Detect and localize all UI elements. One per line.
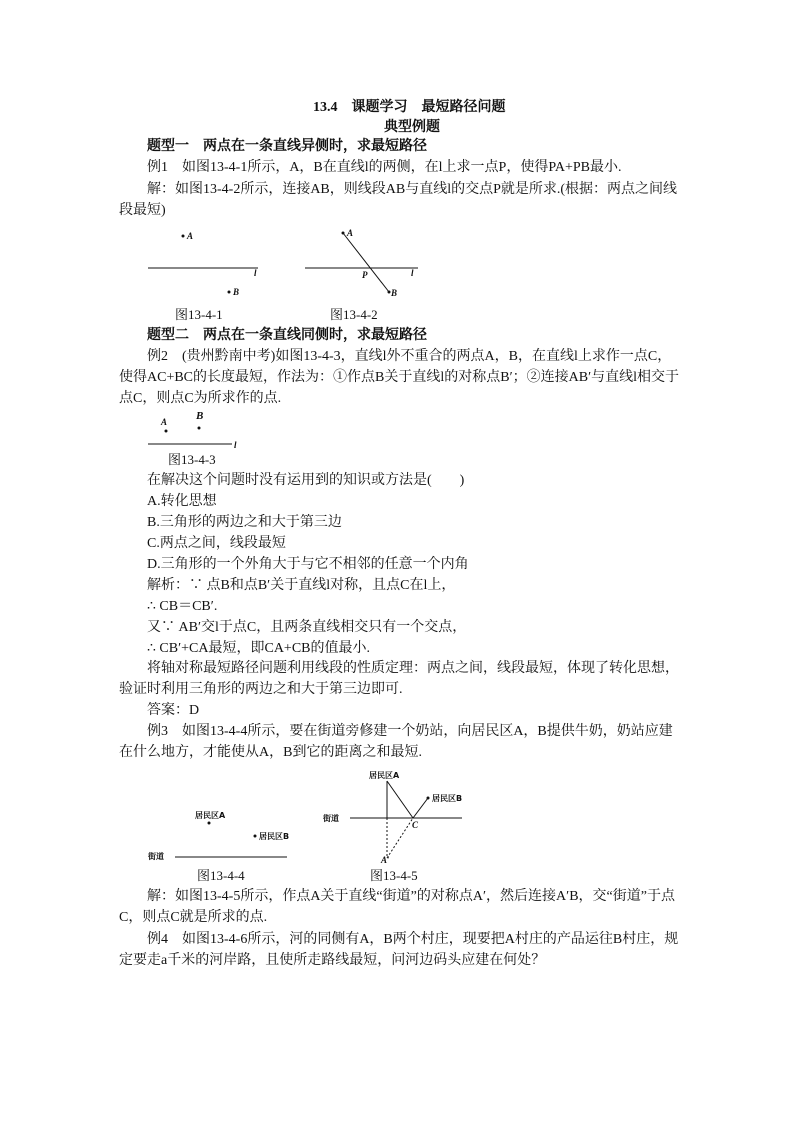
- example-1-text: 例1 如图13-4-1所示，A，B在直线l的两侧，在l上求一点P，使得PA+PB最小.: [147, 160, 622, 175]
- segment-ab: [343, 233, 389, 292]
- point-c-label: C: [412, 820, 419, 830]
- point-b: [228, 291, 231, 294]
- residential-a-point: [208, 822, 211, 825]
- example-4-text: 例4 如图13-4-6所示，河的同侧有A，B两个村庄，现要把A村庄的产品运往B村庄，规: [147, 932, 679, 947]
- residential-a-label: 居民区A: [195, 811, 226, 820]
- point-b: [198, 427, 201, 430]
- example-1-solution: 解：如图13-4-2所示，连接AB，则线段AB与直线l的交点P就是所求.(根据：两点之间线: [147, 182, 678, 197]
- point-a: [182, 235, 185, 238]
- option-c: C.两点之间，线段最短: [147, 536, 286, 551]
- point-b-label: B: [196, 410, 204, 422]
- point-a: [165, 430, 168, 433]
- figure-13-4-1-caption: 图13-4-1: [175, 307, 223, 322]
- example-3-solution: 解：如图13-4-5所示，作点A关于直线“街道”的对称点A′，然后连接A′B，交“街道”于点: [147, 889, 675, 904]
- analysis-line: ∴ CB＝CB′.: [147, 599, 218, 614]
- example-3-text: 例3 如图13-4-4所示，要在街道旁修建一个奶站，向居民区A，B提供牛奶，奶站应建: [147, 724, 673, 739]
- heading-type-2: 题型二 两点在一条直线同侧时，求最短路径: [147, 328, 427, 343]
- option-a: A.转化思想: [147, 494, 217, 509]
- segment-ac: [387, 781, 413, 818]
- residential-b-label: 居民区B: [259, 832, 290, 841]
- analysis-line: 解析：∵ 点B和点B′关于直线l对称，且点C在l上，: [147, 578, 456, 593]
- figure-13-4-4-caption: 图13-4-4: [197, 868, 245, 883]
- section-title: 典型例题: [384, 120, 440, 135]
- point-a-label: A: [161, 417, 168, 427]
- figure-13-4-5-caption: 图13-4-5: [370, 868, 418, 883]
- example-2-text: 例2 (贵州黔南中考)如图13-4-3，直线l外不重合的两点A，B，在直线l上求作一点C，: [147, 349, 672, 364]
- line-l-label: l: [254, 268, 257, 278]
- street-label: 街道: [323, 814, 339, 823]
- example-2-text-cont: 点C，则点C为所求作的点.: [119, 391, 282, 406]
- residential-b-point: [254, 835, 257, 838]
- heading-type-1: 题型一 两点在一条直线异侧时，求最短路径: [147, 139, 427, 154]
- segment-bc: [413, 798, 428, 818]
- residential-b-label: 居民区B: [432, 794, 463, 803]
- example-3-solution-cont: C，则点C就是所求的点.: [119, 910, 268, 925]
- figure-13-4-4: [147, 810, 289, 861]
- figure-13-4-2: [305, 228, 418, 298]
- example-1-solution-cont: 段最短): [119, 203, 166, 218]
- residential-a-label: 居民区A: [369, 771, 400, 780]
- point-a-label: A: [187, 231, 194, 241]
- analysis-summary: 将轴对称最短路径问题利用线段的性质定理：两点之间，线段最短，体现了转化思想，: [147, 661, 679, 676]
- segment-a-prime-c: [387, 818, 413, 858]
- page-title: 13.4 课题学习 最短路径问题: [313, 100, 506, 115]
- figure-13-4-3: [148, 410, 237, 450]
- point-b-label: B: [391, 288, 398, 298]
- street-label: 街道: [148, 852, 164, 861]
- question-stem: 在解决这个问题时没有运用到的知识或方法是( ): [147, 473, 465, 488]
- option-d: D.三角形的一个外角大于与它不相邻的任意一个内角: [147, 557, 469, 572]
- analysis-line: ∴ CB′+CA最短，即CA+CB的值最小.: [147, 641, 371, 656]
- option-b: B.三角形的两边之和大于第三边: [147, 515, 342, 530]
- analysis-summary-cont: 验证时利用三角形的两边之和大于第三边即可.: [119, 682, 403, 697]
- example-4-text-cont: 定要走a千米的河岸路，且使所走路线最短，问河边码头应建在何处？: [119, 953, 546, 968]
- line-l-label: l: [411, 268, 414, 278]
- figure-13-4-2-caption: 图13-4-2: [330, 307, 378, 322]
- example-3-text-cont: 在什么地方，才能使从A，B到它的距离之和最短.: [119, 745, 422, 760]
- analysis-line: 又∵ AB′交l于点C，且两条直线相交只有一个交点，: [147, 620, 467, 635]
- point-b-label: B: [233, 287, 240, 297]
- line-l-label: l: [234, 440, 237, 450]
- point-p-label: P: [362, 270, 368, 280]
- figure-13-4-3-caption: 图13-4-3: [168, 452, 216, 467]
- answer: 答案：D: [147, 703, 200, 718]
- figure-13-4-5: [322, 770, 462, 865]
- point-a-label: A: [347, 228, 354, 238]
- figure-13-4-1: [148, 231, 258, 297]
- example-2-text-cont: 使得AC+BC的长度最短，作法为：①作点B关于直线l的对称点B′；②连接AB′与直线l相交于: [119, 370, 680, 385]
- point-a-prime-label: A′: [381, 855, 390, 865]
